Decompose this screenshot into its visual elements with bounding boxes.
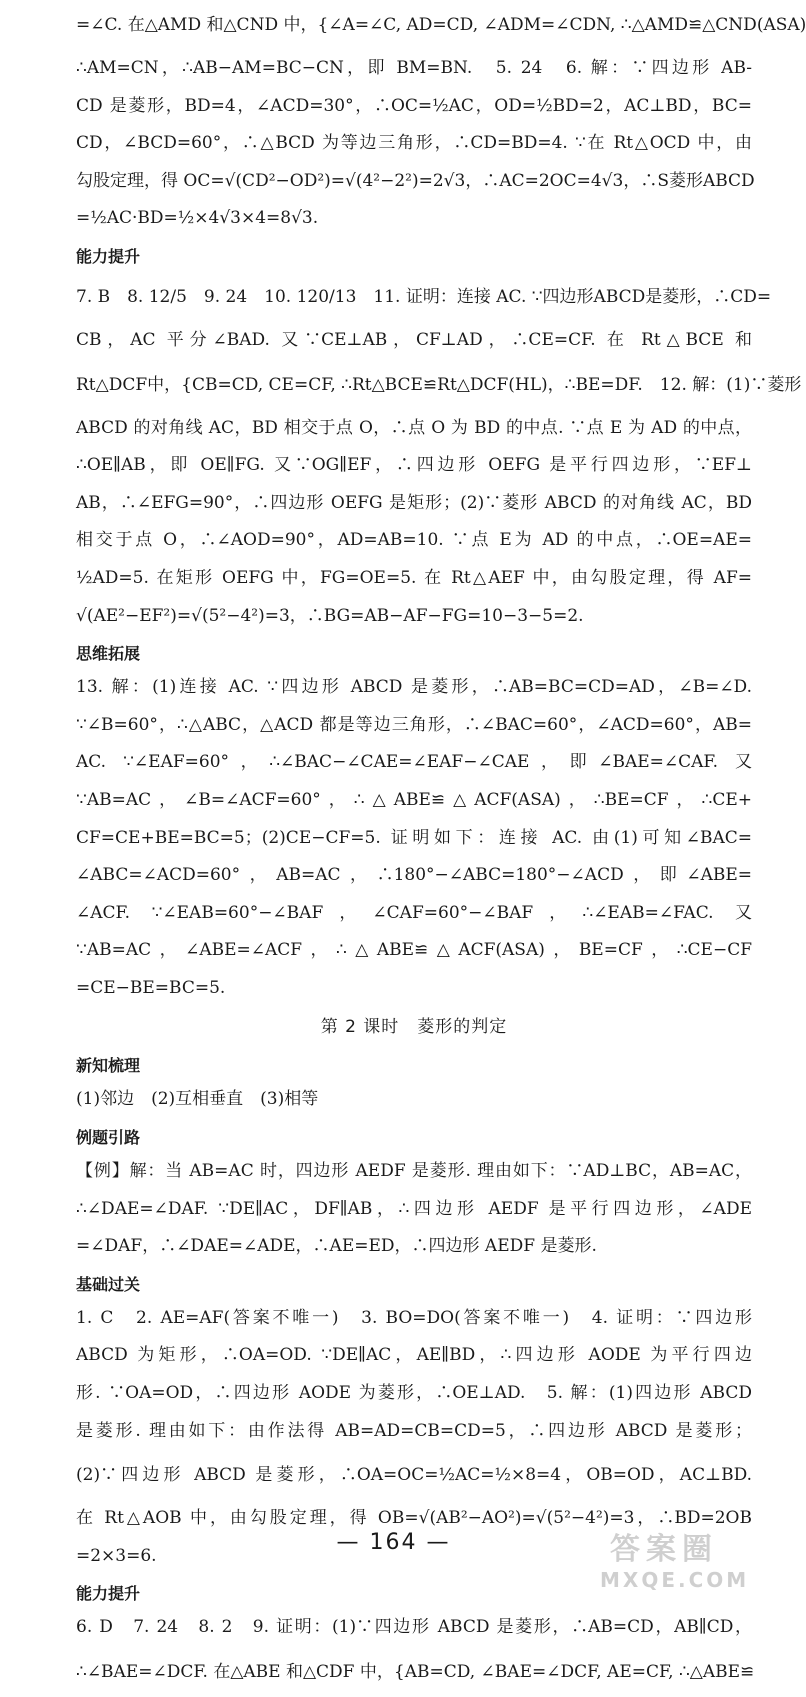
answer-line: ∴∠DAE=∠DAF. ∵DE∥AC，DF∥AB，∴四边形 AEDF 是平行四边形，∠ADE	[76, 1198, 752, 1219]
answer-line: ∠ACF. ∵∠EAB=60°−∠BAF，∠CAF=60°−∠BAF，∴∠EAB=∠FAC. 又	[76, 902, 752, 923]
answer-line: (2)∵四边形 ABCD 是菱形，∴OA=OC=½AC=½×8=4，OB=OD，AC⊥BD.	[76, 1465, 752, 1486]
answer-line: 1. C 2. AE=AF(答案不唯一) 3. BO=DO(答案不唯一) 4. 证明：∵四边形	[76, 1307, 752, 1328]
answer-line: ∴AM=CN，∴AB−AM=BC−CN，即 BM=BN. 5. 24 6. 解：∵四边形 AB-	[76, 58, 752, 78]
answer-line: 相交于点 O，∴∠AOD=90°，AD=AB=10. ∵点 E为 AD 的中点，∴OE=AE=	[76, 530, 752, 551]
answer-line: =∠C. 在△AMD 和△CND 中，{∠A=∠C, AD=CD, ∠ADM=∠CDN, ∴△AMD≌△CND(ASA)	[76, 15, 806, 35]
answer-line: 是菱形. 理由如下：由作法得 AB=AD=CB=CD=5，∴四边形 ABCD 是菱形；	[76, 1420, 752, 1441]
answer-line: ∵AB=AC，∠ABE=∠ACF，∴△ABE≌△ACF(ASA)，BE=CF，∴CE−CF	[76, 940, 752, 961]
watermark-bottom: MXQE.COM	[600, 1568, 750, 1592]
block-thinking	[76, 669, 752, 1007]
answer-line: 6. D 7. 24 8. 2 9. 证明：(1)∵四边形 ABCD 是菱形，∴AB=CD，AB∥CD，	[76, 1617, 752, 1638]
answer-line: ABCD 为矩形，∴OA=OD. ∵DE∥AC，AE∥BD，∴四边形 AODE 为平行四边	[76, 1345, 752, 1366]
answer-line: CD，∠BCD=60°，∴△BCD 为等边三角形，∴CD=BD=4. ∵在 Rt△OCD 中，由	[76, 133, 752, 154]
answer-line: CF=CE+BE=BC=5；(2)CE−CF=5. 证明如下：连接 AC. 由(1)可知∠BAC=	[76, 827, 752, 848]
answer-line: ∠ABC=∠ACD=60°，AB=AC，∴180°−∠ABC=180°−∠ACD，即∠ABE=	[76, 865, 752, 886]
answer-line: =2×3=6.	[76, 1545, 157, 1566]
section-heading-example: 例题引路	[76, 1128, 141, 1148]
lesson-title: 第 2 课时 菱形的判定	[320, 1017, 508, 1038]
watermark-logo	[540, 1520, 780, 1600]
answer-line: Rt△DCF中，{CB=CD, CE=CF, ∴Rt△BCE≌Rt△DCF(HL)，∴BE=DF. 12. 解：(1)∵菱形	[76, 374, 802, 395]
answer-line: ½AD=5. 在矩形 OEFG 中，FG=OE=5. 在 Rt△AEF 中，由勾股定理，得 AF=	[76, 567, 752, 588]
block-ability-2	[76, 1609, 755, 1697]
answer-line: =∠DAF，∴∠DAE=∠ADE，∴AE=ED，∴四边形 AEDF 是菱形.	[76, 1236, 597, 1257]
answer-line: 形. ∵OA=OD，∴四边形 AODE 为菱形，∴OE⊥AD. 5. 解：(1)四边形 ABCD	[76, 1383, 752, 1404]
answer-line: AB，∴∠EFG=90°，∴四边形 OEFG 是矩形；(2)∵菱形 ABCD 的对角线 AC，BD	[76, 492, 752, 513]
answer-line: 7. B 8. 12/5 9. 24 10. 120/13 11. 证明：连接 AC. ∵四边形ABCD是菱形，∴CD=	[76, 286, 772, 307]
answer-line: ∵AB=AC，∠B=∠ACF=60°，∴△ABE≌△ACF(ASA)，∴BE=CF，∴CE+	[76, 789, 752, 810]
answer-line: ABCD 的对角线 AC，BD 相交于点 O，∴点 O 为 BD 的中点. ∵点 E 为 AD 的中点，	[76, 417, 752, 438]
section-heading-ability-1: 能力提升	[76, 246, 141, 266]
answer-line: CB，AC 平分∠BAD. 又∵CE⊥AB，CF⊥AD，∴CE=CF. 在 Rt△BCE 和	[76, 329, 752, 350]
block-example	[76, 1153, 752, 1266]
answer-content	[76, 0, 806, 1697]
section-heading-thinking: 思维拓展	[76, 644, 141, 664]
answer-line: 勾股定理，得 OC=√(CD²−OD²)=√(4²−2²)=2√3，∴AC=2OC=4√3，∴S菱形ABCD	[76, 170, 755, 191]
answer-line: CD 是菱形，BD=4，∠ACD=30°，∴OC=½AC，OD=½BD=2，AC⊥BD，BC=	[76, 95, 752, 116]
answer-line: =½AC·BD=½×4√3×4=8√3.	[76, 208, 319, 229]
section-heading-ability-2: 能力提升	[76, 1584, 141, 1604]
answer-line: ∴OE∥AB，即 OE∥FG. 又∵OG∥EF，∴四边形 OEFG 是平行四边形，∵EF⊥	[76, 455, 752, 476]
block-ability-1	[76, 272, 802, 635]
answer-line: √(AE²−EF²)=√(5²−4²)=3，∴BG=AB−AF−FG=10−3−5=2.	[76, 605, 584, 626]
block-top	[76, 0, 806, 238]
answer-line: ∴∠BAE=∠DCF. 在△ABE 和△CDF 中，{AB=CD, ∠BAE=∠DCF, AE=CF, ∴△ABE≌	[76, 1662, 755, 1682]
section-heading-new: 新知梳理	[76, 1056, 141, 1076]
answer-line: 【例】解：当 AB=AC 时，四边形 AEDF 是菱形. 理由如下：∵AD⊥BC，AB=AC，	[76, 1161, 752, 1182]
page-number: — 164 —	[336, 1530, 451, 1555]
new-knowledge-line: (1)邻边 (2)互相垂直 (3)相等	[76, 1089, 319, 1110]
answer-line: =CE−BE=BC=5.	[76, 977, 226, 998]
answer-line: 13. 解：(1)连接 AC. ∵四边形 ABCD 是菱形，∴AB=BC=CD=AD，∠B=∠D.	[76, 677, 752, 698]
answer-line: ∵∠B=60°，∴△ABC，△ACD 都是等边三角形，∴∠BAC=60°，∠ACD=60°，AB=	[76, 714, 752, 735]
watermark-top: 答案圈	[610, 1532, 718, 1567]
answer-line: AC. ∵∠EAF=60°，∴∠BAC−∠CAE=∠EAF−∠CAE，即∠BAE=∠CAF. 又	[76, 752, 752, 773]
section-heading-basic: 基础过关	[76, 1274, 141, 1294]
answer-line: 在 Rt△AOB 中，由勾股定理，得 OB=√(AB²−AO²)=√(5²−4²)=3，∴BD=2OB	[76, 1508, 752, 1529]
